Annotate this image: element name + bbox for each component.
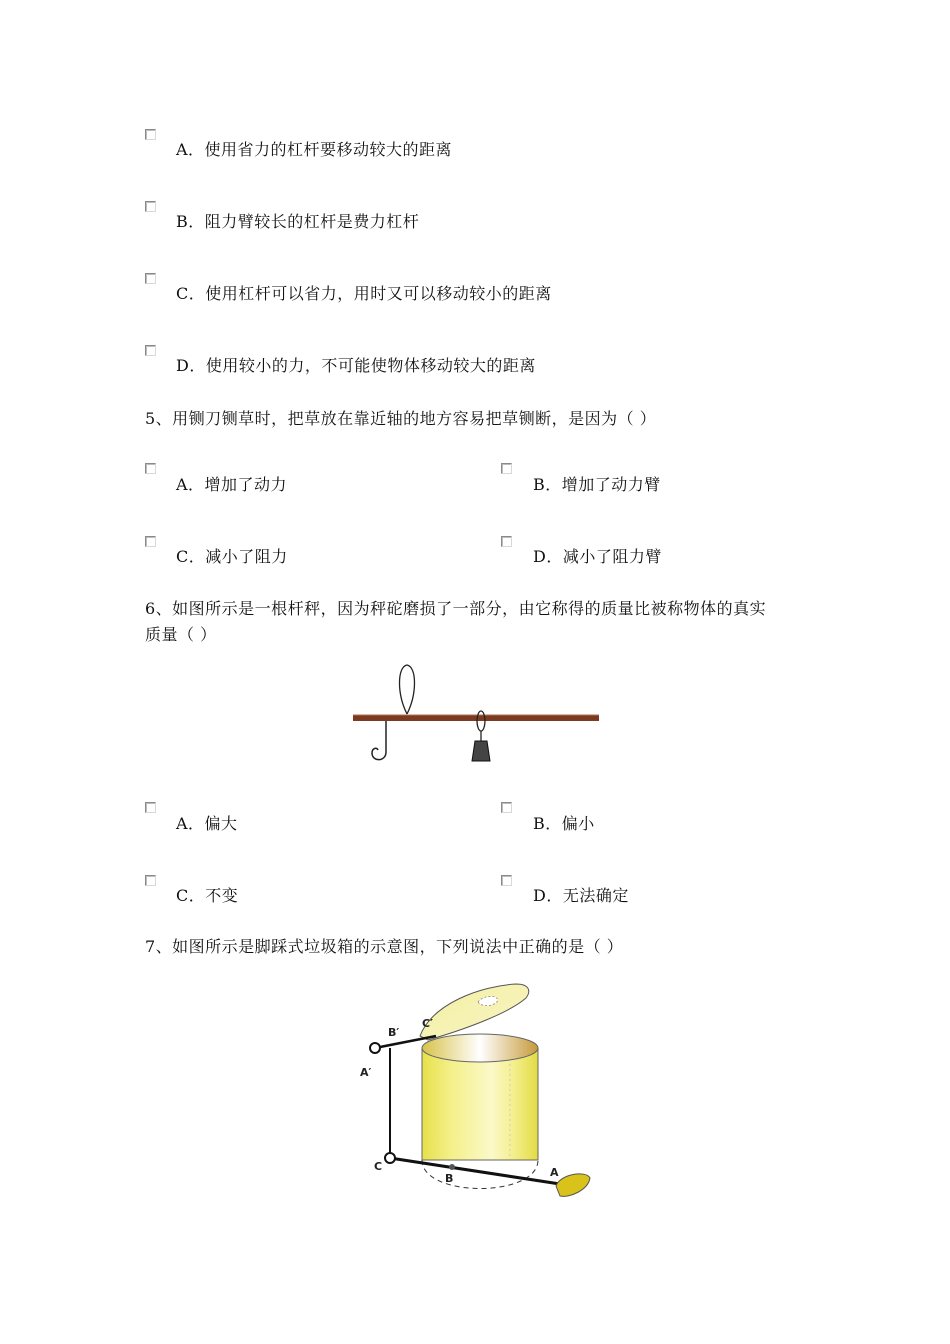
q6-stem-line2: 质量（ ） <box>145 625 217 644</box>
q6-stem-line1: 6、如图所示是一根杆秤，因为秤砣磨损了一部分，由它称得的质量比被称物体的真实 <box>145 599 767 618</box>
q5-stem: 5、用铡刀铡草时，把草放在靠近轴的地方容易把草铡断，是因为（ ） <box>145 409 657 428</box>
q4-option-d-label: D．使用较小的力，不可能使物体移动较大的距离 <box>176 356 536 375</box>
steelyard-beam <box>353 715 599 721</box>
label-a: A <box>550 1166 559 1179</box>
q4-option-b-label: B．阻力臂较长的杠杆是费力杠杆 <box>176 212 420 231</box>
q4-option-c-checkbox[interactable] <box>145 273 156 284</box>
q5-option-b-checkbox[interactable] <box>501 463 512 474</box>
label-b: B <box>445 1172 454 1185</box>
q5-option-c-label: C．减小了阻力 <box>176 547 288 566</box>
q6-option-b-label: B．偏小 <box>533 814 595 833</box>
q5-option-d-label: D．减小了阻力臂 <box>533 547 662 566</box>
q6-option-c-checkbox[interactable] <box>145 875 156 886</box>
q5-option-a-label: A．增加了动力 <box>176 475 288 494</box>
q4-option-d-checkbox[interactable] <box>145 345 156 356</box>
hanging-loop <box>400 665 415 714</box>
q5-option-b-label: B．增加了动力臂 <box>533 475 661 494</box>
bin-rim <box>422 1034 538 1062</box>
q6-option-c-label: C．不变 <box>176 886 239 905</box>
label-b-prime: B′ <box>388 1026 400 1039</box>
label-c: C <box>374 1160 383 1173</box>
q4-option-a-checkbox[interactable] <box>145 129 156 140</box>
bin-lid <box>420 984 529 1040</box>
q6-option-a-checkbox[interactable] <box>145 802 156 813</box>
steelyard-figure <box>350 662 602 770</box>
q7-stem: 7、如图所示是脚踩式垃圾箱的示意图，下列说法中正确的是（ ） <box>145 937 624 956</box>
hook <box>372 721 386 760</box>
pedal <box>556 1174 590 1196</box>
q6-option-d-checkbox[interactable] <box>501 875 512 886</box>
label-c-prime: C′ <box>422 1017 433 1030</box>
q6-option-b-checkbox[interactable] <box>501 802 512 813</box>
steelyard-weight <box>472 741 490 761</box>
q5-option-a-checkbox[interactable] <box>145 463 156 474</box>
q4-option-c-label: C．使用杠杆可以省力，用时又可以移动较小的距离 <box>176 284 552 303</box>
q5-option-d-checkbox[interactable] <box>501 536 512 547</box>
q4-option-b-checkbox[interactable] <box>145 201 156 212</box>
bin-body <box>422 1048 538 1160</box>
q4-option-a-label: A．使用省力的杠杆要移动较大的距离 <box>176 140 453 159</box>
q6-option-a-label: A．偏大 <box>176 814 238 833</box>
label-a-prime: A′ <box>360 1066 372 1079</box>
pedal-bin-figure <box>350 978 606 1208</box>
q5-option-c-checkbox[interactable] <box>145 536 156 547</box>
q6-option-d-label: D．无法确定 <box>533 886 629 905</box>
